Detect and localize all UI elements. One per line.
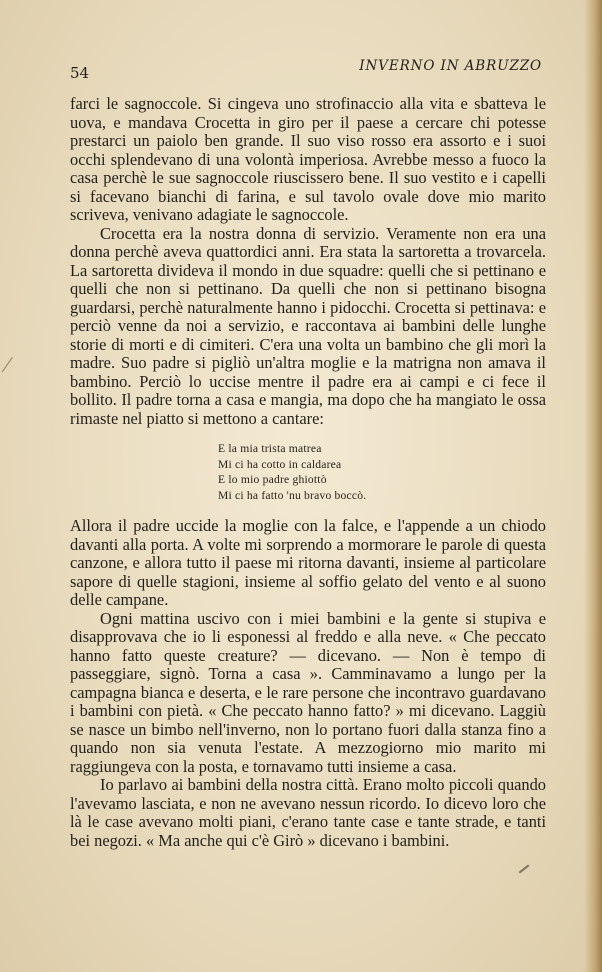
page-number: 54 — [70, 64, 90, 82]
verse-line: E la mia trista matrea — [218, 442, 322, 455]
paragraph: Allora il padre uccide la moglie con la falce, e l'appende a un chiodo davanti alla porta. A volte mi sorprendo a mormorare le parole di questa canzone, e allora tutto il paese mi ritorna davanti, insieme al particolare sapore di quelle stagioni, insieme al soffio gelato del vento e al suono delle campane. — [70, 516, 546, 610]
page-edge-shadow — [584, 0, 602, 972]
verse-line: Mi ci ha fatto 'nu bravo boccò. — [218, 488, 367, 502]
verse-line: Mi ci ha cotto in caldarea — [218, 457, 342, 471]
verse-block — [218, 441, 546, 503]
body-text — [70, 95, 546, 850]
paragraph: Ogni mattina uscivo con i miei bambini e la gente si stupiva e disapprovava che io li esponessi al freddo e alla neve. « Che peccato hanno fatto queste creature? — dicevano. — Non è tempo di passeggiare, signò. Torna a casa ». Camminavamo a lungo per la campagna bianca e deserta, e le rare persone che incontravo guardavano i bambini con pietà. « Che peccato hanno fatto? » mi dicevano. Laggiù se nasce un bimbo nell'inverno, non lo portano fuori dalla stanza fino a quando non sia venuta l'estate. A mezzogiorno mio marito mi raggiungeva con la posta, e tornavamo tutti insieme a casa. — [70, 608, 546, 776]
running-title: INVERNO IN ABRUZZO — [359, 58, 542, 74]
paragraph: Io parlavo ai bambini della nostra città. Erano molto piccoli quando l'avevamo lasciata, e non ne avevano nessun ricordo. Io dicevo loro che là le case avevano molti piani, c'erano tante case e tante strade, e tanti bei negozi. « Ma anche qui c'è Girò » dicevano i bambini. — [70, 775, 546, 850]
verse-line: E lo mio padre ghiottò — [218, 473, 327, 487]
paragraph: Crocetta era la nostra donna di servizio. Veramente non era una donna perchè aveva quattordici anni. Era stata la sartoretta a trovarcela. La sartoretta divideva il mondo in due squadre: quelli che si pettinano e quelli che non si pettinano. Da quelli che non si pettinano bisogna guardarsi, perchè naturalmente hanno i pidocchi. Crocetta si pettinava: e perciò venne da noi a servizio, e raccontava ai bambini delle lunghe storie di morti e di cimiteri. C'era una volta un bambino che gli morì la madre. Suo padre si pigliò un'altra moglie e la matrigna non amava il bambino. Perciò lo uccise mentre il padre era ai campi e ci fece il bollito. Il padre torna a casa e mangia, ma dopo che ha mangiato le ossa rimaste nel piatto si mettono a cantare: — [70, 223, 546, 428]
paragraph: farci le sagnoccole. Si cingeva uno strofinaccio alla vita e sbatteva le uova, e mandava Crocetta in giro per il paese a cercare chi potesse prestarci un paiolo ben grande. Il suo viso rosso era assorto e i suoi occhi splendevano di una volontà imperiosa. Avrebbe messo a fuoco la casa perchè le sue sagnoccole riuscissero bene. Il suo vestito e i capelli si facevano bianchi di farina, e sul tavolo ovale dove mio marito scriveva, venivano adagiate le sagnoccole. — [70, 94, 546, 224]
page-header — [70, 58, 542, 80]
margin-pencil-mark — [2, 357, 20, 377]
pencil-slash-mark — [519, 865, 530, 874]
